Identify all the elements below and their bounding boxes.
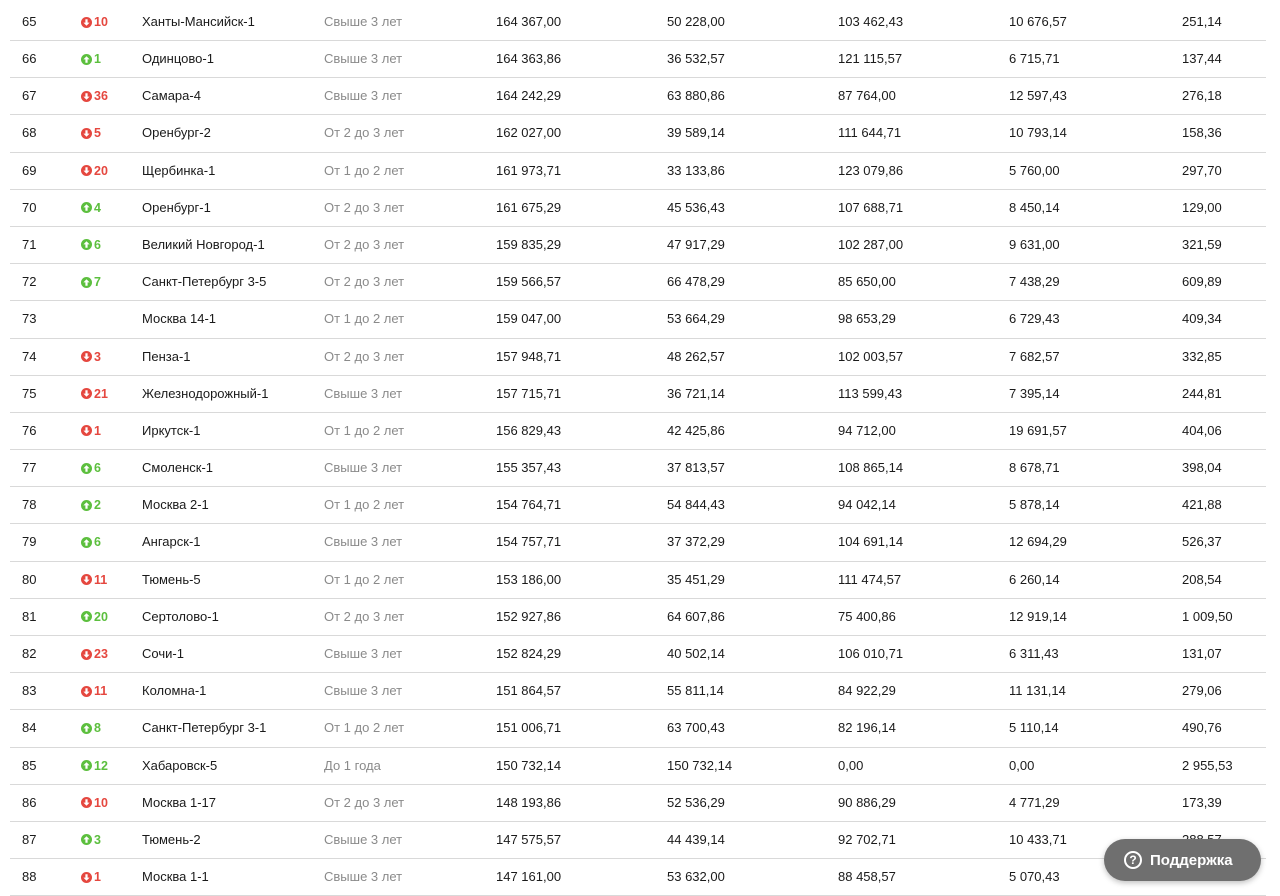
value-4-cell: 0,00 [1009,757,1035,773]
arrow-down-icon [81,686,92,697]
value-4-cell: 7 438,29 [1009,274,1060,290]
arrow-up-icon [81,611,92,622]
age-cell: От 1 до 2 лет [324,422,405,438]
age-cell: От 1 до 2 лет [324,162,405,178]
point-name: Иркутск-1 [142,422,201,438]
age-cell: От 2 до 3 лет [324,348,405,364]
rank-change [81,78,108,114]
table-row[interactable] [10,785,1266,822]
value-2-cell: 150 732,14 [667,757,733,773]
value-1-cell: 151 006,71 [496,720,562,736]
age-cell: От 1 до 2 лет [324,571,405,587]
table-row[interactable] [10,153,1266,190]
point-name: Москва 1-17 [142,794,217,810]
value-1-cell: 151 864,57 [496,683,562,699]
value-4-cell: 11 131,14 [1009,683,1066,699]
rank-change-value: 10 [94,795,108,810]
rank-cell: 76 [22,422,37,438]
value-4-cell: 10 793,14 [1009,125,1067,141]
point-name: Санкт-Петербург 3-1 [142,720,267,736]
value-3-cell: 92 702,71 [838,831,896,847]
value-2-cell: 44 439,14 [667,831,725,847]
value-1-cell: 147 161,00 [496,869,562,885]
rank-cell: 83 [22,683,37,699]
value-5-cell: 332,85 [1182,348,1222,364]
table-row[interactable] [10,376,1266,413]
arrow-down-icon [81,351,92,362]
value-4-cell: 7 395,14 [1009,385,1060,401]
rank-change-value: 6 [94,461,101,476]
value-1-cell: 157 715,71 [496,385,562,401]
value-5-cell: 409,34 [1182,311,1222,327]
value-2-cell: 37 813,57 [667,460,725,476]
value-4-cell: 10 676,57 [1009,14,1067,29]
rank-cell: 88 [22,869,37,885]
point-name: Москва 1-1 [142,869,209,885]
rank-cell: 68 [22,125,37,141]
table-row[interactable] [10,748,1266,785]
value-3-cell: 123 079,86 [838,162,904,178]
rank-change-value: 5 [94,126,101,141]
value-5-cell: 131,07 [1182,646,1222,661]
age-cell: От 1 до 2 лет [324,497,405,513]
value-2-cell: 36 721,14 [667,385,725,401]
age-cell: До 1 года [324,757,381,773]
age-cell: Свыше 3 лет [324,14,403,29]
table-row[interactable] [10,115,1266,152]
value-1-cell: 164 363,86 [496,51,562,66]
value-4-cell: 7 682,57 [1009,348,1060,364]
value-1-cell: 154 757,71 [496,534,562,550]
value-1-cell: 152 824,29 [496,646,562,661]
rank-cell: 72 [22,274,37,290]
arrow-down-icon [81,388,92,399]
point-name: Ханты-Мансийск-1 [142,14,255,29]
value-1-cell: 161 973,71 [496,162,562,178]
rank-change [81,264,101,300]
value-1-cell: 159 566,57 [496,274,562,290]
value-4-cell: 6 715,71 [1009,51,1060,66]
value-3-cell: 113 599,43 [838,385,903,401]
point-name: Сертолово-1 [142,608,219,624]
value-3-cell: 85 650,00 [838,274,896,290]
point-name: Ангарск-1 [142,534,201,550]
rank-change-value: 6 [94,535,101,550]
rank-change-value: 2 [94,498,101,513]
arrow-down-icon [81,425,92,436]
table-row[interactable] [10,301,1266,338]
value-3-cell: 104 691,14 [838,534,904,550]
value-1-cell: 150 732,14 [496,757,562,773]
value-5-cell: 129,00 [1182,199,1222,215]
point-name: Щербинка-1 [142,162,216,178]
value-3-cell: 0,00 [838,757,864,773]
arrow-down-icon [81,128,92,139]
rank-change-value: 8 [94,721,101,736]
rating-table [10,4,1266,896]
point-name: Смоленск-1 [142,460,214,476]
value-3-cell: 108 865,14 [838,460,904,476]
value-3-cell: 90 886,29 [838,794,896,810]
rank-change [81,153,108,189]
rank-change [81,115,101,151]
rank-cell: 66 [22,51,37,66]
point-name: Санкт-Петербург 3-5 [142,274,267,290]
value-1-cell: 152 927,86 [496,608,562,624]
table-row[interactable] [10,264,1266,301]
arrow-up-icon [81,760,92,771]
point-name: Оренбург-2 [142,125,211,141]
age-cell: Свыше 3 лет [324,831,403,847]
value-5-cell: 276,18 [1182,88,1222,104]
age-cell: Свыше 3 лет [324,646,403,661]
value-4-cell: 12 694,29 [1009,534,1067,550]
value-1-cell: 164 367,00 [496,14,562,29]
rank-change-value: 12 [94,758,108,773]
rank-change-value: 20 [94,609,108,624]
value-2-cell: 47 917,29 [667,236,725,252]
point-name: Железнодорожный-1 [142,385,269,401]
rank-change [81,487,101,523]
value-4-cell: 19 691,57 [1009,422,1067,438]
arrow-up-icon [81,723,92,734]
age-cell: От 2 до 3 лет [324,199,405,215]
arrow-down-icon [81,91,92,102]
rank-cell: 82 [22,646,37,661]
arrow-up-icon [81,239,92,250]
arrow-up-icon [81,277,92,288]
rank-change [81,450,101,486]
point-name: Великий Новгород-1 [142,236,265,252]
rank-change [81,822,101,858]
table-row[interactable] [10,78,1266,115]
value-5-cell: 609,89 [1182,274,1222,290]
rank-change [81,4,108,40]
rank-change-value: 23 [94,647,108,661]
table-row[interactable] [10,710,1266,747]
value-5-cell: 251,14 [1182,14,1222,29]
value-3-cell: 111 474,57 [838,571,902,587]
value-1-cell: 156 829,43 [496,422,562,438]
rank-change [81,562,107,598]
rank-cell: 71 [22,236,37,252]
value-2-cell: 64 607,86 [667,608,725,624]
value-3-cell: 88 458,57 [838,869,896,885]
rank-change [81,227,101,263]
value-2-cell: 42 425,86 [667,422,725,438]
value-4-cell: 4 771,29 [1009,794,1060,810]
rank-cell: 81 [22,608,37,624]
arrow-down-icon [81,797,92,808]
rank-cell: 65 [22,14,37,29]
table-row[interactable] [10,524,1266,561]
support-label: Поддержка [1150,851,1233,869]
value-5-cell: 173,39 [1182,794,1222,810]
value-1-cell: 157 948,71 [496,348,562,364]
value-2-cell: 39 589,14 [667,125,725,141]
table-row[interactable] [10,413,1266,450]
value-2-cell: 53 664,29 [667,311,725,327]
rank-cell: 87 [22,831,37,847]
rank-change [81,859,101,895]
rank-change [81,41,101,77]
rank-cell: 85 [22,757,37,773]
value-1-cell: 153 186,00 [496,571,562,587]
rank-change [81,710,101,746]
value-4-cell: 6 260,14 [1009,571,1060,587]
age-cell: От 1 до 2 лет [324,720,405,736]
point-name: Москва 14-1 [142,311,217,327]
support-button[interactable] [1104,839,1261,881]
arrow-down-icon [81,649,92,660]
value-5-cell: 137,44 [1182,51,1222,66]
arrow-up-icon [81,463,92,474]
rank-cell: 75 [22,385,37,401]
value-1-cell: 164 242,29 [496,88,562,104]
question-circle-icon: ? [1124,851,1142,869]
arrow-up-icon [81,54,92,65]
value-4-cell: 8 678,71 [1009,460,1060,476]
value-1-cell: 159 835,29 [496,236,562,252]
rank-cell: 77 [22,460,37,476]
rank-change-value: 1 [94,870,101,885]
value-5-cell: 526,37 [1182,534,1222,550]
table-row[interactable] [10,339,1266,376]
arrow-up-icon [81,202,92,213]
rank-cell: 79 [22,534,37,550]
rank-cell: 86 [22,794,37,810]
rank-cell: 73 [22,311,37,327]
value-5-cell: 321,59 [1182,236,1222,252]
rank-change-value: 1 [94,52,101,66]
rank-change [81,785,108,821]
table-row[interactable] [10,4,1266,41]
value-2-cell: 55 811,14 [667,683,724,699]
value-2-cell: 40 502,14 [667,646,725,661]
rank-change-value: 36 [94,89,108,104]
value-1-cell: 155 357,43 [496,460,562,476]
age-cell: От 2 до 3 лет [324,274,405,290]
point-name: Самара-4 [142,88,201,104]
age-cell: Свыше 3 лет [324,869,403,885]
rank-change [81,190,101,226]
table-row[interactable] [10,562,1266,599]
value-2-cell: 45 536,43 [667,199,725,215]
rank-change [81,413,101,449]
arrow-down-icon [81,574,92,585]
value-4-cell: 12 919,14 [1009,608,1067,624]
point-name: Коломна-1 [142,683,207,699]
point-name: Москва 2-1 [142,497,209,513]
value-5-cell: 297,70 [1182,162,1222,178]
point-name: Оренбург-1 [142,199,211,215]
rank-cell: 70 [22,199,37,215]
rank-cell: 74 [22,348,37,364]
value-3-cell: 106 010,71 [838,646,904,661]
value-5-cell: 421,88 [1182,497,1222,513]
value-1-cell: 159 047,00 [496,311,562,327]
value-2-cell: 54 844,43 [667,497,725,513]
age-cell: Свыше 3 лет [324,460,403,476]
value-1-cell: 162 027,00 [496,125,562,141]
age-cell: Свыше 3 лет [324,88,403,104]
value-3-cell: 82 196,14 [838,720,896,736]
table-row[interactable] [10,190,1266,227]
age-cell: От 2 до 3 лет [324,125,405,141]
value-3-cell: 94 712,00 [838,422,896,438]
rank-change [81,636,108,672]
point-name: Сочи-1 [142,646,184,661]
rank-change [81,524,101,560]
arrow-up-icon [81,500,92,511]
value-4-cell: 6 311,43 [1009,646,1059,661]
point-name: Пенза-1 [142,348,191,364]
rank-cell: 69 [22,162,37,178]
rank-change-value: 1 [94,423,101,438]
table-row[interactable] [10,673,1266,710]
value-5-cell: 208,54 [1182,571,1222,587]
value-2-cell: 63 700,43 [667,720,725,736]
rank-cell: 84 [22,720,37,736]
rank-change-value: 11 [94,572,108,587]
value-1-cell: 154 764,71 [496,497,562,513]
value-2-cell: 53 632,00 [667,869,725,885]
value-4-cell: 6 729,43 [1009,311,1060,327]
table-row[interactable] [10,859,1266,896]
value-2-cell: 37 372,29 [667,534,725,550]
value-4-cell: 8 450,14 [1009,199,1060,215]
value-4-cell: 10 433,71 [1009,831,1067,847]
point-name: Тюмень-2 [142,831,201,847]
rank-change-value: 10 [94,15,108,29]
rank-cell: 78 [22,497,37,513]
age-cell: Свыше 3 лет [324,683,403,699]
table-row[interactable] [10,41,1266,78]
rank-change [81,748,108,784]
value-2-cell: 66 478,29 [667,274,725,290]
rank-change-value: 11 [94,684,108,699]
value-5-cell: 490,76 [1182,720,1222,736]
rank-change-value: 3 [94,349,101,364]
value-3-cell: 107 688,71 [838,199,904,215]
value-4-cell: 12 597,43 [1009,88,1067,104]
value-5-cell: 2 955,53 [1182,757,1233,773]
table-row[interactable] [10,636,1266,673]
value-4-cell: 5 878,14 [1009,497,1060,513]
rank-change [81,339,101,375]
value-3-cell: 121 115,57 [838,51,903,66]
value-3-cell: 111 644,71 [838,125,902,141]
rank-cell: 80 [22,571,37,587]
value-2-cell: 52 536,29 [667,794,725,810]
table-row[interactable] [10,487,1266,524]
value-5-cell: 398,04 [1182,460,1222,476]
value-2-cell: 36 532,57 [667,51,725,66]
table-row[interactable] [10,227,1266,264]
age-cell: От 2 до 3 лет [324,608,405,624]
value-4-cell: 5 110,14 [1009,720,1059,736]
value-4-cell: 9 631,00 [1009,236,1060,252]
arrow-down-icon [81,165,92,176]
age-cell: Свыше 3 лет [324,534,403,550]
value-5-cell: 1 009,50 [1182,608,1233,624]
value-3-cell: 94 042,14 [838,497,896,513]
rank-change-value: 4 [94,200,101,215]
value-4-cell: 5 070,43 [1009,869,1060,885]
value-3-cell: 98 653,29 [838,311,896,327]
table-row[interactable] [10,450,1266,487]
value-2-cell: 35 451,29 [667,571,725,587]
rank-change [81,673,107,709]
value-3-cell: 87 764,00 [838,88,896,104]
point-name: Хабаровск-5 [142,757,218,773]
value-5-cell: 244,81 [1182,385,1222,401]
value-1-cell: 147 575,57 [496,831,562,847]
arrow-down-icon [81,872,92,883]
age-cell: От 2 до 3 лет [324,794,405,810]
arrow-down-icon [81,17,92,28]
arrow-up-icon [81,834,92,845]
value-3-cell: 102 003,57 [838,348,904,364]
value-1-cell: 148 193,86 [496,794,562,810]
value-5-cell: 404,06 [1182,422,1222,438]
age-cell: Свыше 3 лет [324,385,403,401]
value-3-cell: 75 400,86 [838,608,896,624]
rank-change-value: 6 [94,237,101,252]
rank-change [81,376,108,412]
arrow-up-icon [81,537,92,548]
table-row[interactable] [10,822,1266,859]
value-5-cell: 158,36 [1182,125,1222,141]
rank-change-value: 7 [94,275,101,290]
value-3-cell: 84 922,29 [838,683,896,699]
value-4-cell: 5 760,00 [1009,162,1060,178]
age-cell: От 1 до 2 лет [324,311,405,327]
point-name: Тюмень-5 [142,571,201,587]
value-3-cell: 103 462,43 [838,14,904,29]
value-2-cell: 48 262,57 [667,348,725,364]
table-row[interactable] [10,599,1266,636]
point-name: Одинцово-1 [142,51,214,66]
rank-change [81,599,108,635]
rank-change-value: 20 [94,163,108,178]
value-2-cell: 63 880,86 [667,88,725,104]
value-1-cell: 161 675,29 [496,199,562,215]
value-5-cell: 279,06 [1182,683,1222,699]
rank-change-value: 21 [94,386,108,401]
age-cell: От 2 до 3 лет [324,236,405,252]
value-2-cell: 50 228,00 [667,14,725,29]
rank-cell: 67 [22,88,37,104]
value-2-cell: 33 133,86 [667,162,725,178]
age-cell: Свыше 3 лет [324,51,403,66]
value-3-cell: 102 287,00 [838,236,904,252]
rank-change-value: 3 [94,832,101,847]
